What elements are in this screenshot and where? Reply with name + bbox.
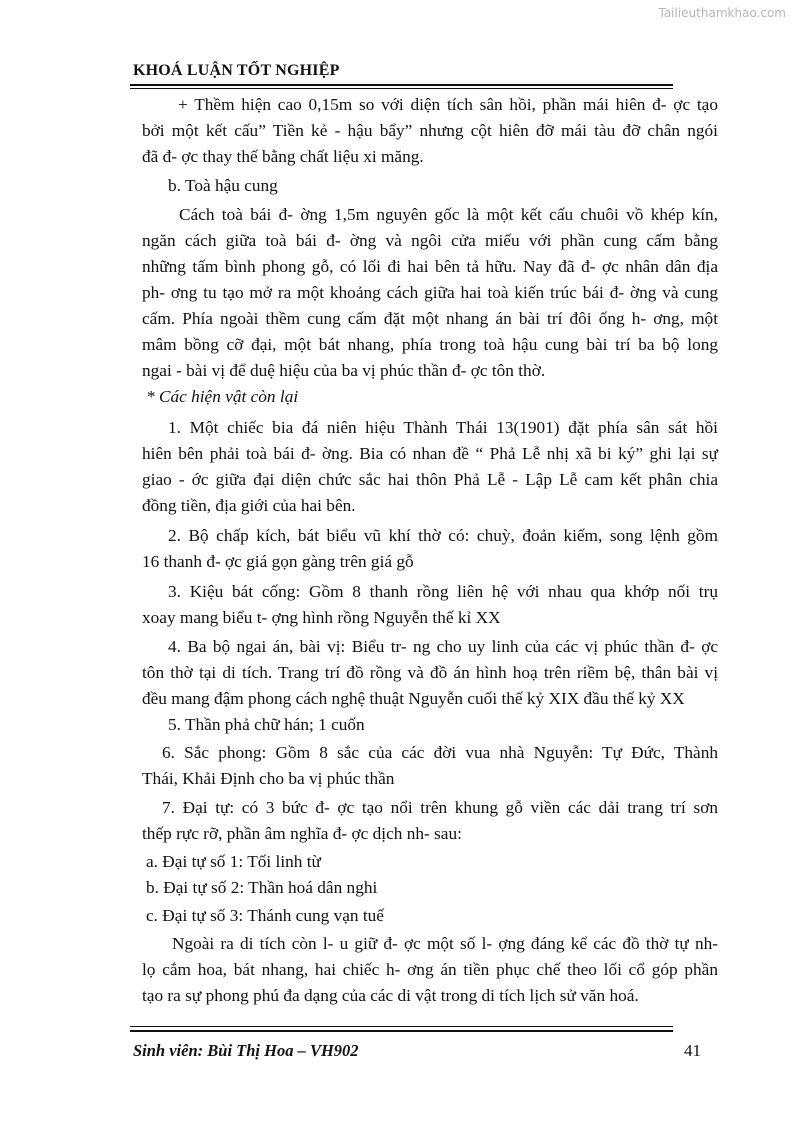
watermark: Tailieuthamkhao.com [658, 6, 786, 20]
text-line: bởi một kết cấu” Tiền kẻ - hậu bẩy” nhưng cột hiên đỡ mái tàu đỡ chân ngói [142, 121, 718, 140]
text-line: 2. Bộ chấp kích, bát biểu vũ khí thờ có: chuỳ, đoản kiếm, song lệnh gồm [168, 526, 718, 545]
text-line: tôn thờ tại di tích. Trang trí đồ rồng và đồ án hình hoạ trên riềm bệ, thân bài vị [142, 663, 718, 682]
text-line: hiên bên phải toà bái đ- ờng. Bia có nhan đề “ Phả Lễ nhị xã bi ký” ghi lại sự [142, 444, 718, 463]
text-line: ph- ơng tu tạo mở ra một khoảng cách giữa hai toà kiến trúc bái đ- ờng và cung [142, 283, 718, 302]
text-line: giao - ớc giữa đại diện chức sắc hai thôn Phả Lễ - Lập Lễ cam kết phân chia [142, 470, 718, 489]
text-line: 5. Thần phả chữ hán; 1 cuốn [168, 715, 365, 734]
footer-rule [130, 1030, 673, 1032]
text-line: những tấm bình phong gỗ, có lối đi hai bên tả hữu. Nay đã đ- ợc nhân dân địa [142, 257, 718, 276]
text-line: a. Đại tự số 1: Tối linh từ [146, 852, 321, 871]
text-line: 3. Kiệu bát cống: Gồm 8 thanh rồng liên hệ với nhau qua khớp nối trụ [168, 582, 718, 601]
text-line: tạo ra sự phong phú đa dạng của các di vật trong di tích lịch sử văn hoá. [142, 986, 639, 1005]
text-line: 16 thanh đ- ợc giá gọn gàng trên giá gỗ [142, 552, 414, 571]
text-line: Thái, Khải Định cho ba vị phúc thần [142, 769, 395, 788]
page-number: 41 [684, 1041, 701, 1060]
text-line: Ngoài ra di tích còn l- u giữ đ- ợc một số l- ợng đáng kể các đồ thờ tự nh- [172, 934, 718, 953]
text-line: 6. Sắc phong: Gồm 8 sắc của các đời vua nhà Nguyễn: Tự Đức, Thành [162, 743, 718, 762]
text-line: thếp rực rỡ, phần âm nghĩa đ- ợc dịch nh- sau: [142, 824, 462, 843]
text-line: 1. Một chiếc bia đá niên hiệu Thành Thái 13(1901) đặt phía sân sát hồi [168, 418, 718, 437]
text-line: xoay mang biểu t- ợng hình rồng Nguyễn thế kỉ XX [142, 608, 501, 627]
header-title: KHOÁ LUẬN TỐT NGHIỆP [133, 62, 340, 79]
text-line: 7. Đại tự: có 3 bức đ- ợc tạo nổi trên khung gỗ viền các dải trang trí sơn [162, 798, 718, 817]
text-line: đã đ- ợc thay thế bằng chất liệu xi măng. [142, 147, 424, 166]
header-rule [130, 84, 673, 86]
text-line: Cách toà bái đ- ờng 1,5m nguyên gốc là một kết cấu chuôi vồ khép kín, [179, 205, 718, 224]
text-line: 4. Ba bộ ngai án, bài vị: Biểu tr- ng cho uy linh của các vị phúc thần đ- ợc [168, 637, 718, 656]
text-line: + Thềm hiện cao 0,15m so với diện tích sân hồi, phần mái hiên đ- ợc tạo [178, 95, 718, 114]
header-rule-thin [130, 88, 673, 89]
text-line: ngai - bài vị để duệ hiệu của ba vị phúc thần đ- ợc tôn thờ. [142, 361, 546, 380]
section-heading: b. Toà hậu cung [168, 176, 278, 195]
text-line: c. Đại tự số 3: Thánh cung vạn tuế [146, 906, 384, 925]
section-heading: * Các hiện vật còn lại [146, 387, 299, 406]
footer-student: Sinh viên: Bùi Thị Hoa – VH902 [133, 1041, 359, 1060]
text-line: ngăn cách giữa toà bái đ- ờng và ngôi cửa miếu với phần cung cấm bằng [142, 231, 718, 250]
text-line: mâm bồng cỡ đại, một bát nhang, phía trong toà hậu cung bài trí ba bộ long [142, 335, 718, 354]
text-line: cấm. Phía ngoài thềm cung cấm đặt một nhang án bài trí đôi ống h- ơng, một [142, 309, 718, 328]
text-line: b. Đại tự số 2: Thần hoá dân nghi [146, 878, 378, 897]
text-line: đồng tiền, địa giới của hai bên. [142, 496, 356, 515]
text-line: đều mang đậm phong cách nghệ thuật Nguyễn cuối thế kỷ XIX đầu thế kỷ XX [142, 689, 685, 708]
footer-rule-thin [130, 1026, 673, 1027]
text-line: lọ cắm hoa, bát nhang, hai chiếc h- ơng án tiền phục chế theo lối cổ góp phần [142, 960, 718, 979]
